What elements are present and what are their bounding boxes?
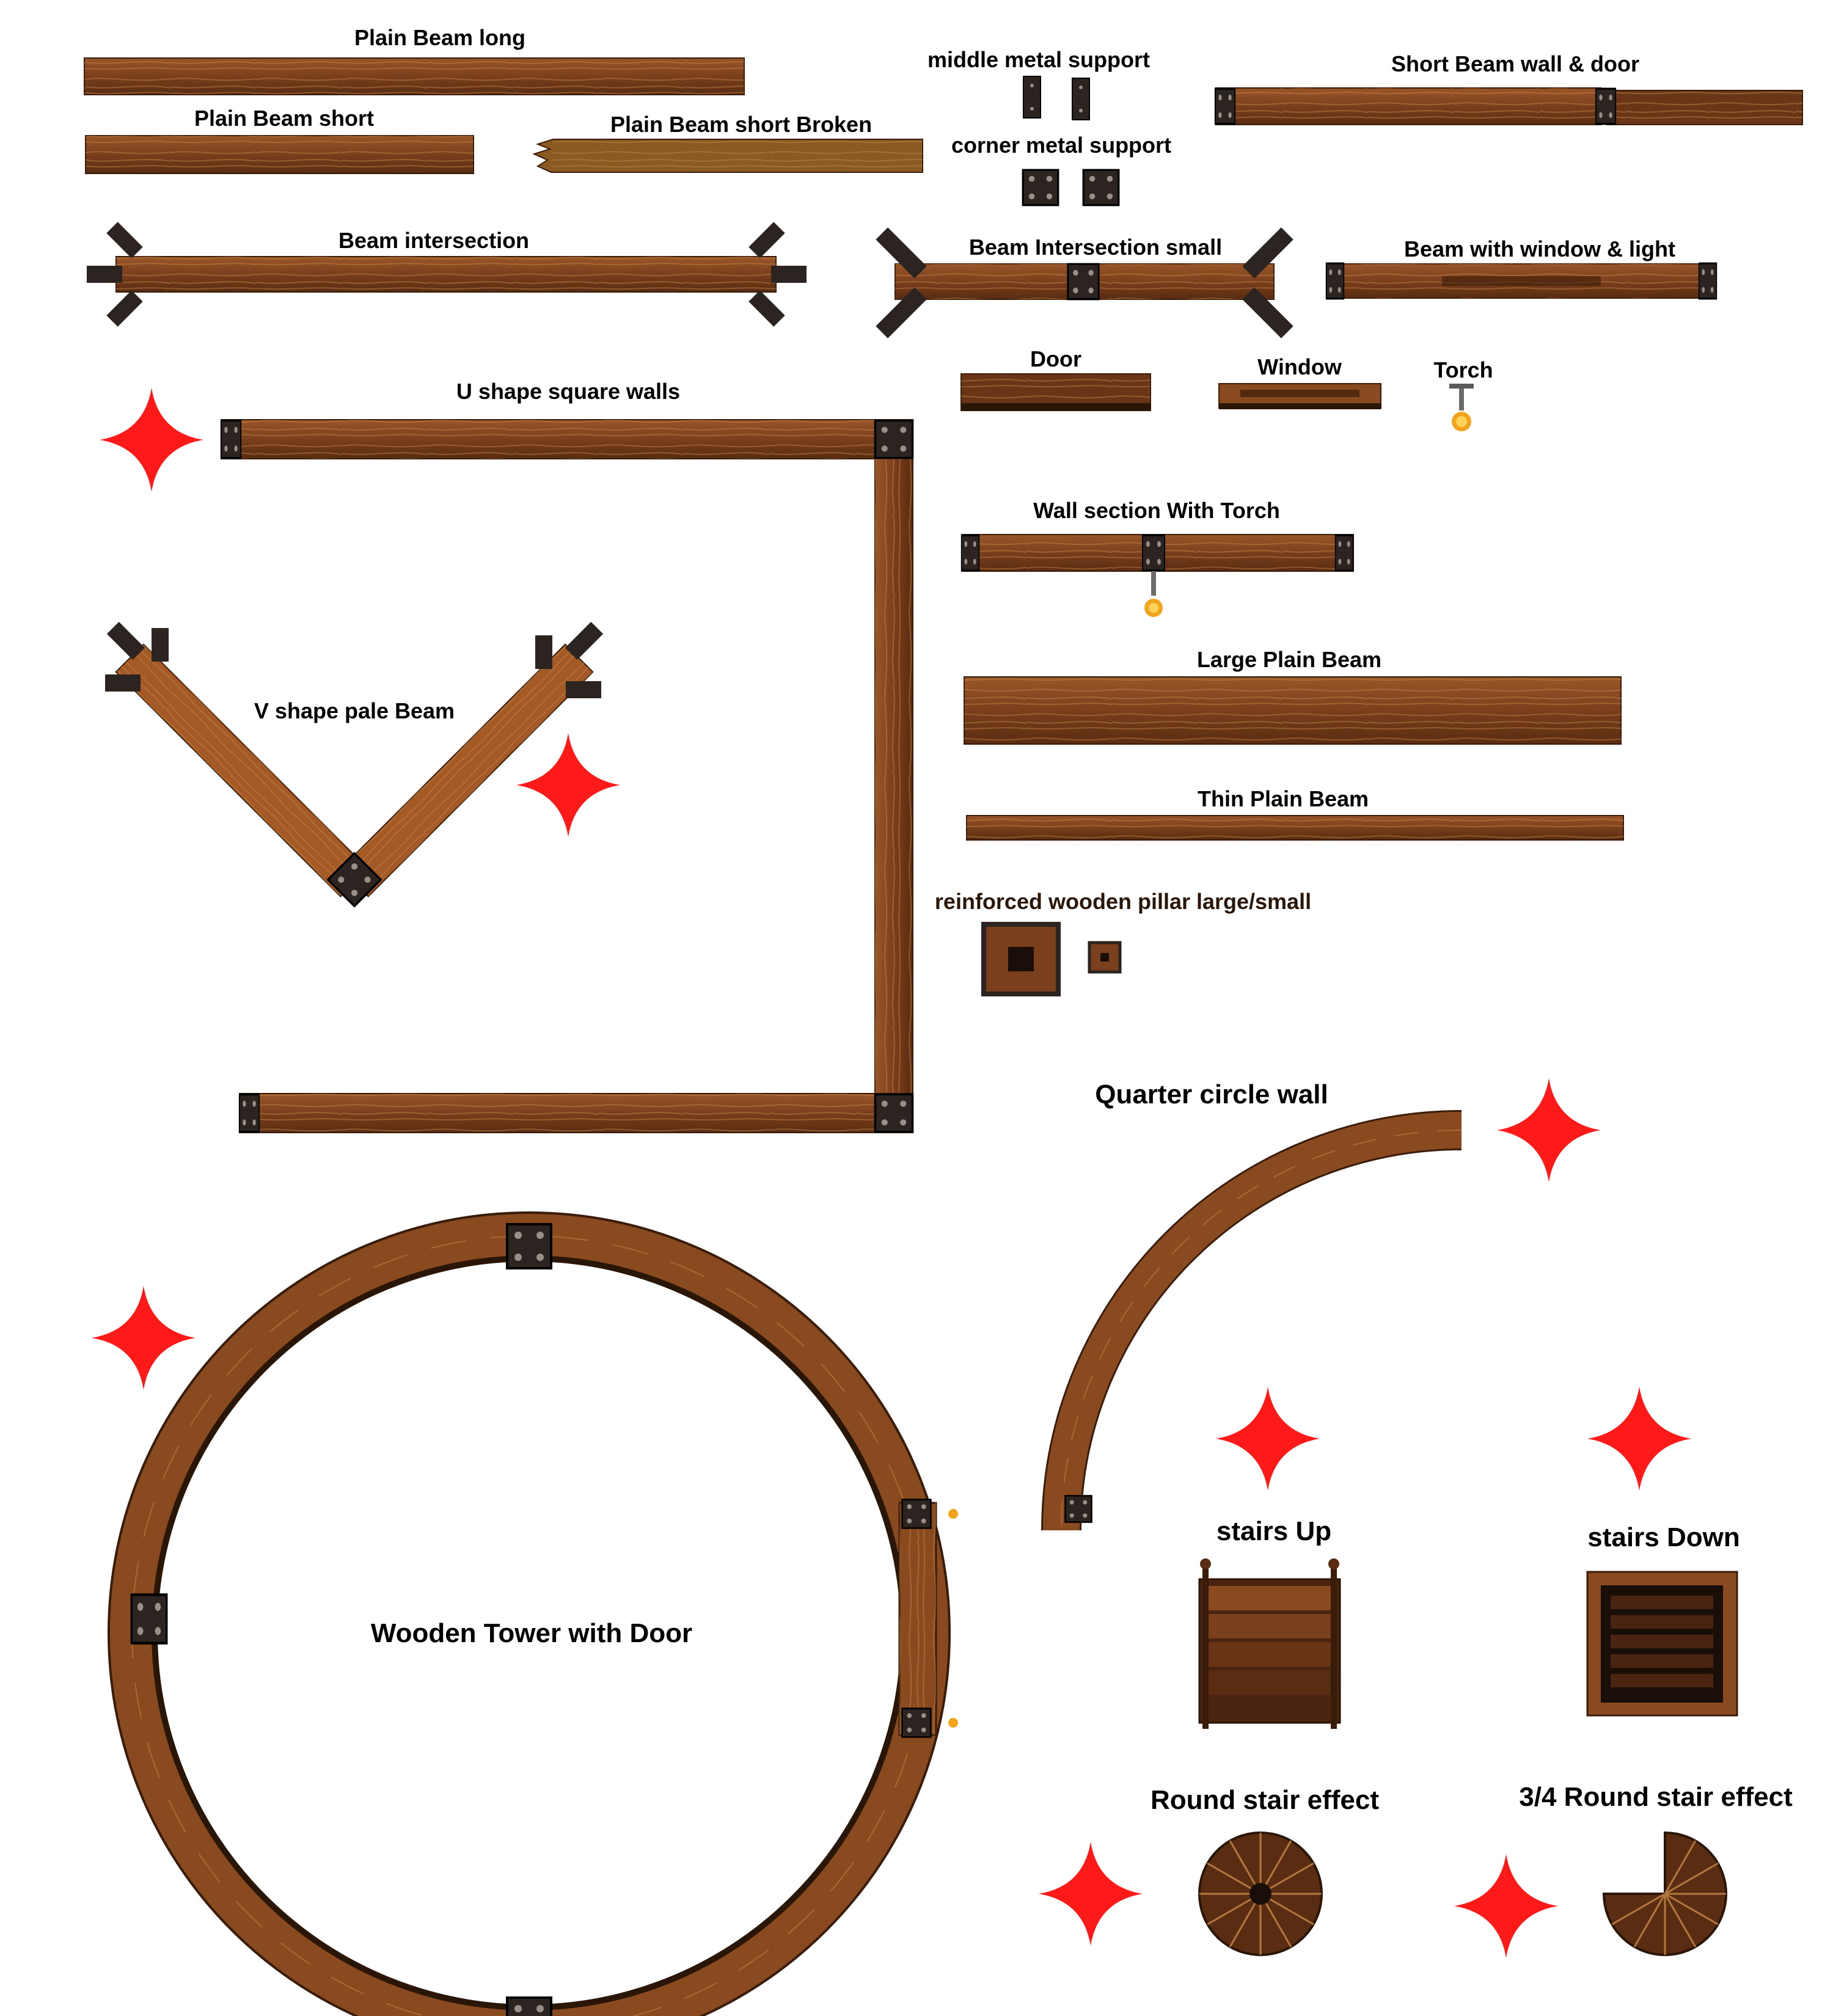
label-plain-beam-short-broken: Plain Beam short Broken bbox=[610, 112, 873, 137]
label-quarter-circle-wall: Quarter circle wall bbox=[1095, 1079, 1328, 1109]
label-beam-intersection: Beam intersection bbox=[338, 228, 530, 253]
short-beam-wall-door bbox=[1215, 88, 1802, 125]
label-wall-section-torch: Wall section With Torch bbox=[1033, 498, 1280, 523]
door-piece bbox=[961, 374, 1151, 411]
window-piece bbox=[1219, 384, 1381, 409]
label-three-quarter-round-stair: 3/4 Round stair effect bbox=[1519, 1782, 1793, 1812]
label-beam-intersection-small: Beam Intersection small bbox=[968, 235, 1223, 260]
corner-metal-support bbox=[1023, 170, 1119, 205]
label-v-shape-beam: V shape pale Beam bbox=[254, 698, 455, 723]
stairs-up bbox=[1199, 1558, 1340, 1729]
label-thin-plain-beam: Thin Plain Beam bbox=[1197, 786, 1369, 811]
label-reinforced-pillar: reinforced wooden pillar large/small bbox=[934, 889, 1312, 914]
label-plain-beam-long: Plain Beam long bbox=[354, 25, 526, 50]
three-quarter-round-stair-effect bbox=[1604, 1833, 1726, 1955]
label-stairs-up: stairs Up bbox=[1216, 1516, 1332, 1546]
stairs-down bbox=[1587, 1572, 1737, 1715]
label-large-plain-beam: Large Plain Beam bbox=[1196, 647, 1382, 672]
label-torch: Torch bbox=[1433, 357, 1493, 382]
torch-icon bbox=[1449, 384, 1474, 431]
reinforced-wooden-pillar bbox=[984, 924, 1120, 994]
label-window: Window bbox=[1257, 354, 1342, 379]
plain-beam-short bbox=[86, 136, 474, 173]
thin-plain-beam bbox=[967, 816, 1623, 840]
label-middle-metal-support: middle metal support bbox=[927, 47, 1151, 72]
quarter-circle-wall bbox=[1061, 1130, 1462, 1530]
label-beam-window-light: Beam with window & light bbox=[1404, 236, 1675, 261]
label-corner-metal-support: corner metal support bbox=[951, 133, 1172, 158]
plain-beam-long bbox=[84, 58, 744, 95]
label-short-beam-wall-door: Short Beam wall & door bbox=[1391, 51, 1640, 76]
plain-beam-short-broken bbox=[534, 139, 923, 172]
middle-metal-support bbox=[1023, 76, 1089, 120]
label-stairs-down: stairs Down bbox=[1587, 1522, 1740, 1552]
label-wooden-tower: Wooden Tower with Door bbox=[370, 1618, 693, 1648]
beam-with-window-light bbox=[1326, 263, 1717, 299]
large-plain-beam bbox=[964, 677, 1621, 744]
wall-section-with-torch bbox=[962, 535, 1353, 617]
v-shape-pale-beam bbox=[105, 622, 603, 906]
label-u-shape-walls: U shape square walls bbox=[456, 379, 681, 404]
label-door: Door bbox=[1030, 346, 1081, 371]
label-round-stair: Round stair effect bbox=[1150, 1785, 1380, 1815]
round-stair-effect bbox=[1199, 1833, 1322, 1955]
label-plain-beam-short: Plain Beam short bbox=[194, 106, 375, 131]
